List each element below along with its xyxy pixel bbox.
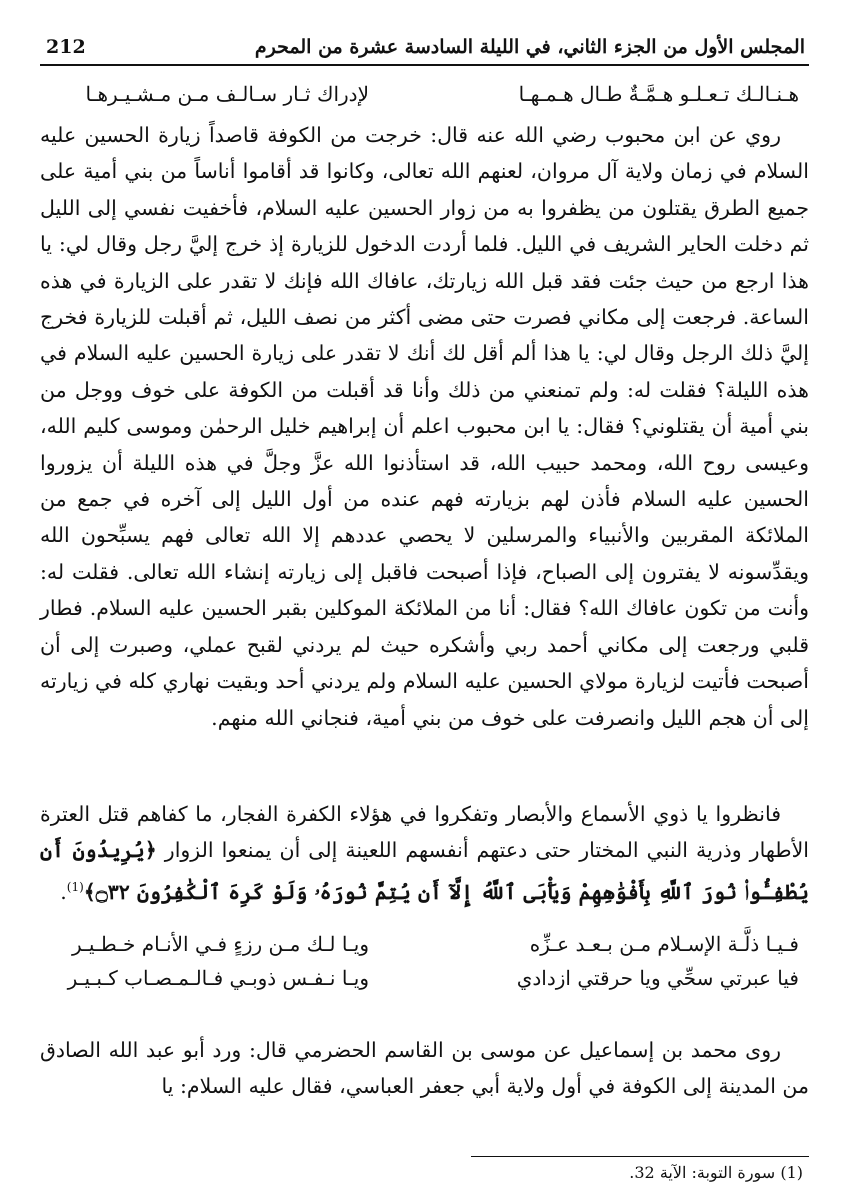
footnote-marker: (1) [780,1163,803,1182]
poem-verse [40,966,809,1000]
page-header [40,30,809,66]
poem-verse [40,82,809,116]
verse-hemistich-second: ويـا نـفـس ذوبـي فـالـمـصـاب كـبـيـر [67,966,369,990]
narration-paragraph [40,117,809,736]
page-number: 212 [46,36,86,58]
footnote-reference: (1) [66,879,84,894]
verse-hemistich-first: هـنـالـك تـعـلـو هـمَّـةٌ طـال هـمـهـا [518,82,799,106]
narration-text: روي عن ابن محبوب رضي الله عنه قال: خرجت من الكوفة قاصداً زيارة الحسين عليه السلام في زمان ولاية آل مروان، لعنهم الله تعالى، وكانوا قد أقاموا أناساً من بني أمية على جميع الطرق يقتلون من يظفروا به من زوار الحسين عليه السلام، فأخفيت نفسي إلى الليل ثم دخلت الحاير الشريف في الليل. فلما أردت الدخول للزيارة إذ خرج إليَّ رجل وقال لي: يا هذا ارجع من حيث جئت فقد قبل الله زيارتك، عافاك الله فإنك لا تقدر على الزيارة في هذه الساعة. فرجعت إلى مكاني فصرت حتى مضى أكثر من نصف الليل، ثم أقبلت للزيارة فخرج إليَّ ذلك الرجل وقال لي: يا هذا ألم أقل لك أنك لا تقدر على زيارة الحسين عليه السلام في هذه الليلة؟ فقلت له: ولم تمنعني من ذلك وأنا قد أقبلت من الكوفة على خوف ووجل من بني أمية أن يقتلوني؟ فقال: يا ابن محبوب اعلم أن إبراهيم خليل الرحمٰن وموسى كليم الله، وعيسى روح الله، ومحمد حبيب الله، قد استأذنوا الله عزَّ وجلَّ في هذه الليلة أن يزوروا الحسين عليه السلام فأذن لهم بزيارته فهم عنده من أول الليل إلى آخره في جمع من الملائكة المقربين والأنبياء والمرسلين لا يحصي عددهم إلا الله تعالى فهم يسبِّحون الله ويقدِّسونه لا يفترون إلى الصباح، فإذا أصبحت فاقبل إلى زيارته إنشاء الله تعالى. فقلت له: وأنت من تكون عافاك الله؟ فقال: أنا من الملائكة الموكلين بقبر الحسين عليه السلام. فطار قلبي ورجعت إلى مكاني أحمد ربي وأشكره حيث لم يردني لقبح عملي، وصبرت إلى أن أصبحت فأتيت لزيارة مولاي الحسين عليه السلام ولم يردني أحد وبقيت نهاري كله في زيارته إلى أن هجم الليل وانصرفت على خوف من بني أمية، فنجاني الله منهم. [40,123,809,730]
verse-hemistich-first: فـيـا ذلَّـة الإسـلام مـن بـعـد عـزِّه [529,932,799,956]
footnote [629,1163,803,1182]
quran-verse: ﴿يُرِيدُونَ أَن يُطْفِـُٔوا۟ نُورَ ٱللَّهِ بِأَفْوَٰهِهِمْ وَيَأْبَى ٱللَّهُ إِلَّآ أَن يُتِمَّ نُورَهُۥ وَلَوْ كَرِهَ ٱلْكَٰفِرُونَ ۝٣٢﴾ [40,838,809,904]
verse-hemistich-second: لإدراك ثـار سـالـف مـن مـشـيـرهـا [85,82,369,106]
verse-hemistich-first: فيا عبرتي سحِّي ويا حرقتي ازدادي [516,966,799,990]
footnote-divider [471,1156,809,1157]
narration-text: روى محمد بن إسماعيل عن موسى بن القاسم الحضرمي قال: ورد أبو عبد الله الصادق من المدينة إلى الكوفة في أول ولاية أبي جعفر العباسي، فقال عليه السلام: يا [40,1038,809,1099]
commentary-paragraph [40,796,809,910]
verse-hemistich-second: ويـا لـك مـن رزءٍ فـي الأنـام خـطـيـر [71,932,369,956]
sentence-end: . [60,879,67,904]
footnote-text: سورة التوبة: الآية 32. [629,1163,776,1182]
commentary-text: فانظروا يا ذوي الأسماع والأبصار وتفكروا في هؤلاء الكفرة الفجار، ما كفاهم قتل العترة الأطهار وذرية النبي المختار حتى دعتهم أنفسهم اللعينة إلى أن يمنعوا الزوار [40,802,809,863]
narration-paragraph [40,1032,809,1105]
running-title: المجلس الأول من الجزء الثاني، في الليلة السادسة عشرة من المحرم [254,36,805,58]
poem-verse [40,932,809,966]
